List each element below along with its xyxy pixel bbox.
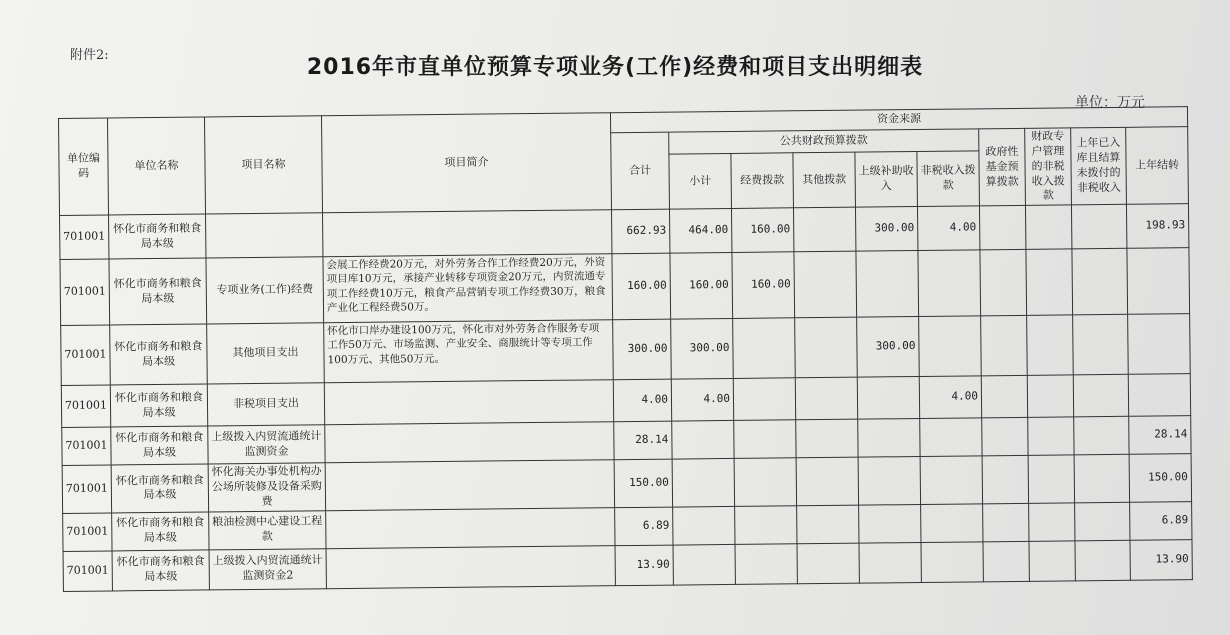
- cell-special: [1025, 205, 1071, 249]
- cell-carryover: 6.89: [1130, 501, 1192, 540]
- cell-code: 701001: [63, 513, 112, 552]
- cell-unallocated: [1072, 249, 1128, 316]
- cell-carryover: 150.00: [1129, 454, 1191, 502]
- cell-nontax: [921, 542, 983, 583]
- cell-other: [797, 505, 859, 544]
- header-operating: 经费拨款: [731, 153, 794, 209]
- cell-total: 6.89: [615, 507, 673, 546]
- cell-project-name: 粮油检测中心建设工程款: [209, 510, 326, 549]
- cell-superior: [857, 377, 919, 420]
- cell-unit-name: 怀化市商务和粮食局本级: [110, 324, 208, 385]
- cell-code: 701001: [62, 465, 111, 513]
- cell-superior: [856, 251, 919, 318]
- cell-nontax: [921, 504, 983, 543]
- cell-operating: [735, 506, 797, 545]
- cell-gov-fund: [981, 376, 1027, 418]
- cell-total: 4.00: [613, 379, 671, 422]
- cell-code: 701001: [60, 259, 110, 326]
- cell-other: [795, 377, 857, 420]
- cell-summary: [323, 210, 612, 257]
- cell-special: [1026, 249, 1073, 315]
- header-public-budget: 公共财政预算拨款: [669, 129, 979, 154]
- header-gov-fund: 政府性基金预算拨款: [979, 128, 1026, 206]
- cell-unit-name: 怀化市商务和粮食局本级: [110, 384, 207, 427]
- cell-unit-name: 怀化市商务和粮食局本级: [112, 512, 209, 551]
- cell-project-name: 非税项目支出: [207, 383, 324, 426]
- cell-unallocated: [1074, 455, 1129, 503]
- cell-subtotal: 4.00: [671, 379, 733, 422]
- header-code: 单位编码: [59, 118, 109, 216]
- cell-subtotal: [672, 421, 734, 460]
- header-superior-subsidy: 上级补助收入: [855, 152, 918, 208]
- cell-other: [796, 419, 858, 458]
- cell-subtotal: [673, 544, 735, 585]
- cell-nontax: [918, 250, 981, 317]
- cell-special: [1028, 417, 1074, 455]
- cell-unallocated: [1071, 205, 1126, 250]
- cell-project-name: 专项业务(工作)经费: [206, 257, 324, 324]
- cell-total: 150.00: [614, 459, 672, 507]
- cell-nontax: [920, 418, 982, 457]
- cell-carryover: 13.90: [1130, 539, 1192, 580]
- cell-code: 701001: [61, 325, 111, 386]
- cell-operating: [735, 544, 797, 585]
- cell-project-name: 怀化海关办事处机构办公场所装修及设备采购费: [208, 463, 325, 512]
- cell-unallocated: [1073, 375, 1128, 418]
- cell-summary: 会展工作经费20万元，对外劳务合作工作经费20万元，外资项目库10万元，承接产业转移专项资金20万元，内贸流通专项工作经费10万元，粮食产品营销专项工作经费30万，粮食产业化工程经费50万。: [323, 254, 613, 323]
- cell-operating: [733, 378, 795, 421]
- cell-special: [1027, 315, 1074, 375]
- cell-special: [1029, 503, 1075, 541]
- cell-nontax: 4.00: [919, 376, 981, 419]
- cell-superior: [859, 542, 921, 583]
- cell-special: [1028, 455, 1074, 503]
- table-row: [60, 248, 1190, 326]
- page-title: 2016年市直单位预算专项业务(工作)经费和项目支出明细表: [306, 55, 924, 80]
- cell-unit-name: 怀化市商务和粮食局本级: [109, 258, 207, 325]
- header-nontax: 非税收入拨款: [917, 151, 980, 207]
- cell-superior: [858, 457, 920, 505]
- cell-total: 300.00: [613, 319, 672, 380]
- cell-summary: [324, 380, 613, 425]
- cell-code: 701001: [62, 427, 111, 466]
- cell-code: 701001: [63, 551, 112, 592]
- cell-project-name: 上级拨入内贸流通统计监测资金2: [209, 548, 326, 589]
- header-subtotal: 小计: [669, 154, 732, 210]
- attachment-label: 附件2:: [70, 48, 109, 63]
- cell-gov-fund: [983, 503, 1029, 541]
- cell-other: [797, 543, 859, 584]
- cell-other: [794, 251, 857, 318]
- cell-total: 160.00: [612, 253, 671, 320]
- header-funding-source: 资金来源: [610, 107, 1187, 133]
- cell-unit-name: 怀化市商务和粮食局本级: [112, 550, 209, 591]
- header-total: 合计: [611, 132, 670, 210]
- cell-superior: 300.00: [857, 317, 920, 378]
- cell-gov-fund: [983, 541, 1029, 581]
- cell-other: [793, 207, 855, 252]
- cell-summary: 怀化市口岸办建设100万元，怀化市对外劳务合作服务专项工作50万元、市场监测、产业安全、商服统计等专项工作100万元、其他50万元。: [324, 320, 614, 383]
- cell-carryover: [1127, 248, 1190, 315]
- cell-superior: 300.00: [855, 207, 917, 252]
- cell-unallocated: [1075, 502, 1130, 541]
- cell-superior: [859, 504, 921, 543]
- cell-summary: [326, 507, 615, 548]
- cell-total: 662.93: [611, 209, 669, 254]
- cell-gov-fund: [982, 418, 1028, 456]
- cell-gov-fund: [980, 250, 1027, 316]
- cell-unallocated: [1073, 315, 1129, 376]
- cell-superior: [858, 419, 920, 458]
- cell-unallocated: [1075, 540, 1130, 581]
- cell-carryover: [1128, 314, 1191, 375]
- cell-gov-fund: [979, 206, 1025, 250]
- cell-special: [1027, 375, 1073, 417]
- cell-summary: [325, 460, 614, 511]
- cell-subtotal: 160.00: [670, 253, 733, 320]
- cell-gov-fund: [982, 456, 1028, 504]
- unit-label: 单位：万元: [1075, 95, 1145, 111]
- cell-operating: 160.00: [731, 208, 793, 253]
- header-other: 其他拨款: [793, 152, 856, 208]
- cell-nontax: [919, 316, 982, 377]
- cell-subtotal: 300.00: [671, 319, 734, 380]
- cell-total: 13.90: [615, 545, 673, 586]
- cell-operating: [734, 458, 796, 506]
- cell-total: 28.14: [614, 421, 672, 460]
- table-body: [60, 204, 1193, 591]
- cell-summary: [326, 545, 615, 588]
- cell-unit-name: 怀化市商务和粮食局本级: [109, 214, 206, 259]
- cell-unit-name: 怀化市商务和粮食局本级: [111, 464, 208, 513]
- cell-operating: [734, 420, 796, 459]
- header-project-name: 项目名称: [204, 116, 322, 214]
- cell-code: 701001: [61, 385, 110, 428]
- cell-nontax: 4.00: [917, 206, 979, 251]
- cell-project-name: 其他项目支出: [207, 323, 325, 384]
- header-summary: 项目简介: [321, 113, 611, 213]
- cell-gov-fund: [981, 316, 1028, 376]
- cell-carryover: [1128, 374, 1190, 417]
- cell-carryover: 198.93: [1126, 204, 1188, 249]
- cell-special: [1029, 541, 1075, 581]
- cell-code: 701001: [60, 215, 109, 260]
- budget-table: [58, 106, 1193, 592]
- cell-unit-name: 怀化市商务和粮食局本级: [111, 426, 208, 465]
- cell-operating: [733, 318, 796, 379]
- header-unit-name: 单位名称: [108, 117, 206, 215]
- table-header: [59, 107, 1189, 216]
- cell-nontax: [920, 456, 982, 504]
- cell-unallocated: [1074, 417, 1129, 456]
- header-carryover: 上年结转: [1126, 127, 1189, 205]
- header-last-year-unallocated: 上年已入库且结算未拨付的非税收入: [1071, 127, 1127, 205]
- cell-carryover: 28.14: [1129, 416, 1191, 455]
- cell-subtotal: 464.00: [669, 209, 731, 254]
- cell-subtotal: [672, 459, 734, 507]
- cell-project-name: 上级拨入内贸流通统计监测资金: [208, 425, 325, 464]
- cell-other: [795, 317, 858, 378]
- cell-operating: 160.00: [732, 252, 795, 319]
- cell-other: [796, 457, 858, 505]
- cell-subtotal: [673, 506, 735, 545]
- header-special-account: 财政专户管理的非税收入拨款: [1025, 128, 1072, 206]
- cell-summary: [325, 422, 614, 463]
- cell-project-name: [206, 213, 323, 258]
